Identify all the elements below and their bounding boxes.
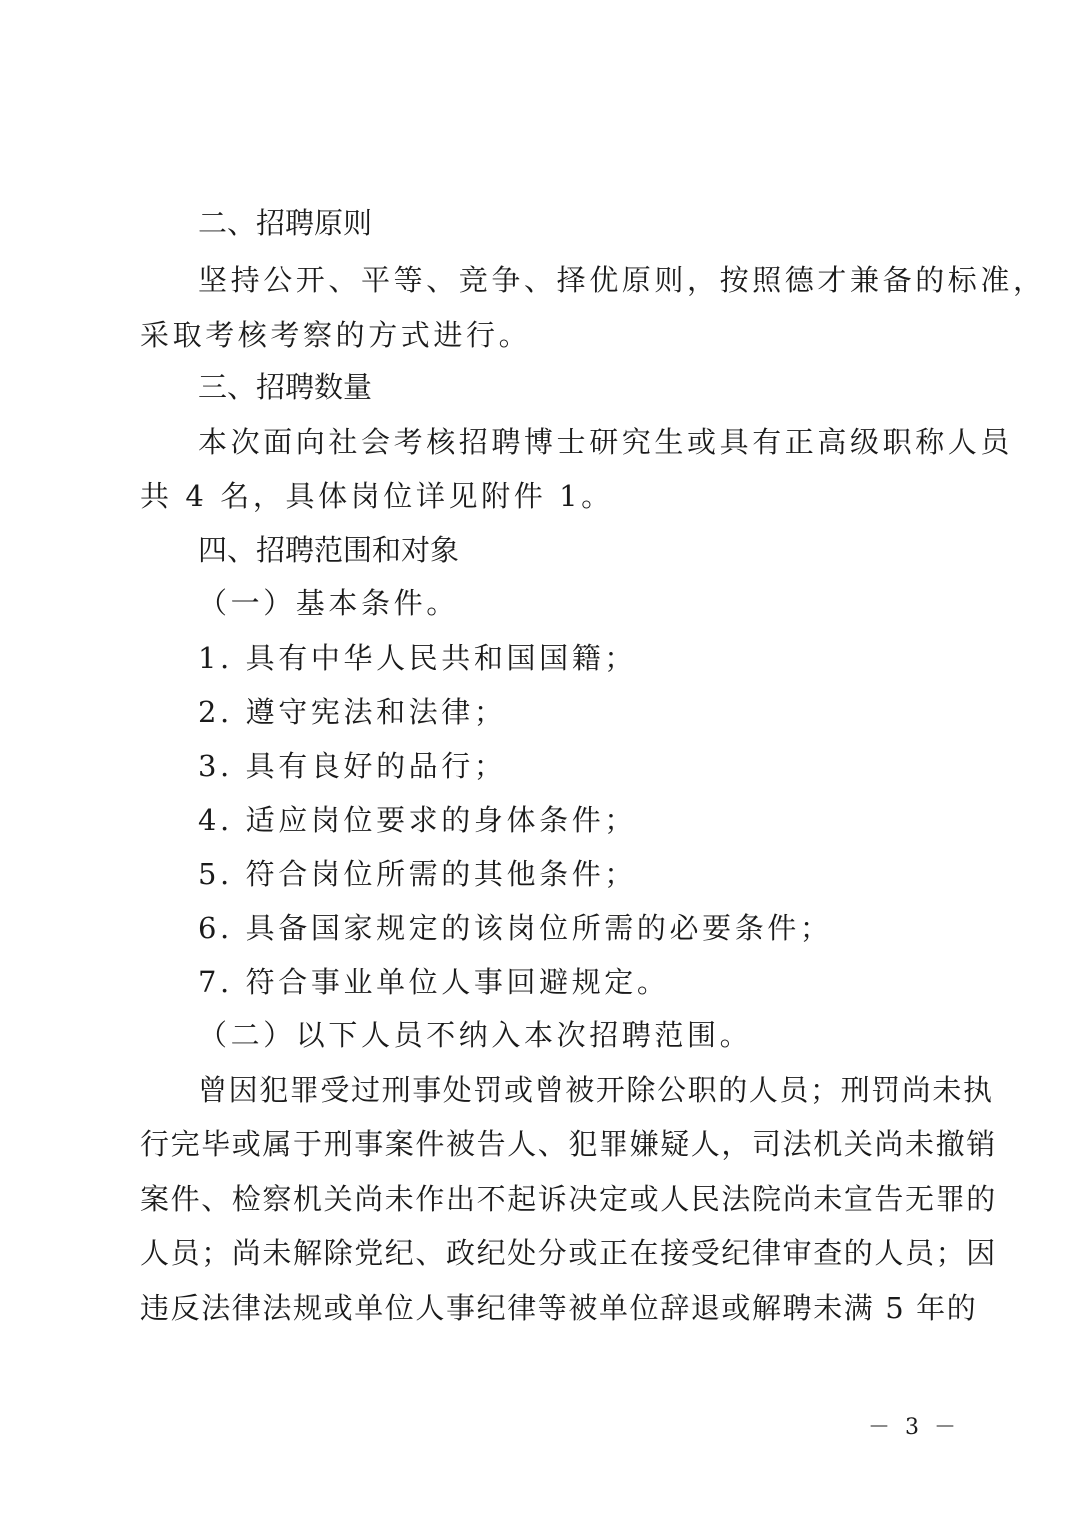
paragraph-line: 违反法律法规或单位人事纪律等被单位辞退或解聘未满 5 年的 (140, 1291, 978, 1325)
paragraph-line: 案件、检察机关尚未作出不起诉决定或人民法院尚未宣告无罪的 (140, 1182, 997, 1216)
paragraph-line: 曾因犯罪受过刑事处罚或曾被开除公职的人员；刑罚尚未执 (198, 1073, 994, 1107)
subsection-heading-basic-conditions: （一）基本条件。 (198, 586, 459, 620)
subsection-heading-exclusions: （二）以下人员不纳入本次招聘范围。 (198, 1018, 753, 1052)
list-item: 4. 适应岗位要求的身体条件； (198, 803, 637, 837)
paragraph-line: 本次面向社会考核招聘博士研究生或具有正高级职称人员 (198, 425, 1014, 459)
paragraph-line: 坚持公开、平等、竞争、择优原则，按照德才兼备的标准， (198, 263, 1046, 297)
list-item: 5. 符合岗位所需的其他条件； (198, 857, 637, 891)
page-number: － 3 － (868, 1415, 960, 1440)
list-item: 2. 遵守宪法和法律； (198, 695, 507, 729)
section-heading-quantity: 三、招聘数量 (198, 370, 373, 404)
list-item: 7. 符合事业单位人事回避规定。 (198, 965, 670, 999)
list-item: 3. 具有良好的品行； (198, 749, 507, 783)
paragraph-line: 采取考核考察的方式进行。 (140, 318, 532, 352)
section-heading-scope: 四、招聘范围和对象 (198, 533, 460, 567)
list-item: 1. 具有中华人民共和国国籍； (198, 641, 637, 675)
paragraph-line: 人员；尚未解除党纪、政纪处分或正在接受纪律审查的人员；因 (140, 1236, 997, 1270)
section-heading-principles: 二、招聘原则 (198, 206, 373, 240)
list-item: 6. 具备国家规定的该岗位所需的必要条件； (198, 911, 833, 945)
paragraph-line: 行完毕或属于刑事案件被告人、犯罪嫌疑人，司法机关尚未撤销 (140, 1127, 997, 1161)
paragraph-line: 共 4 名，具体岗位详见附件 1。 (140, 479, 614, 513)
